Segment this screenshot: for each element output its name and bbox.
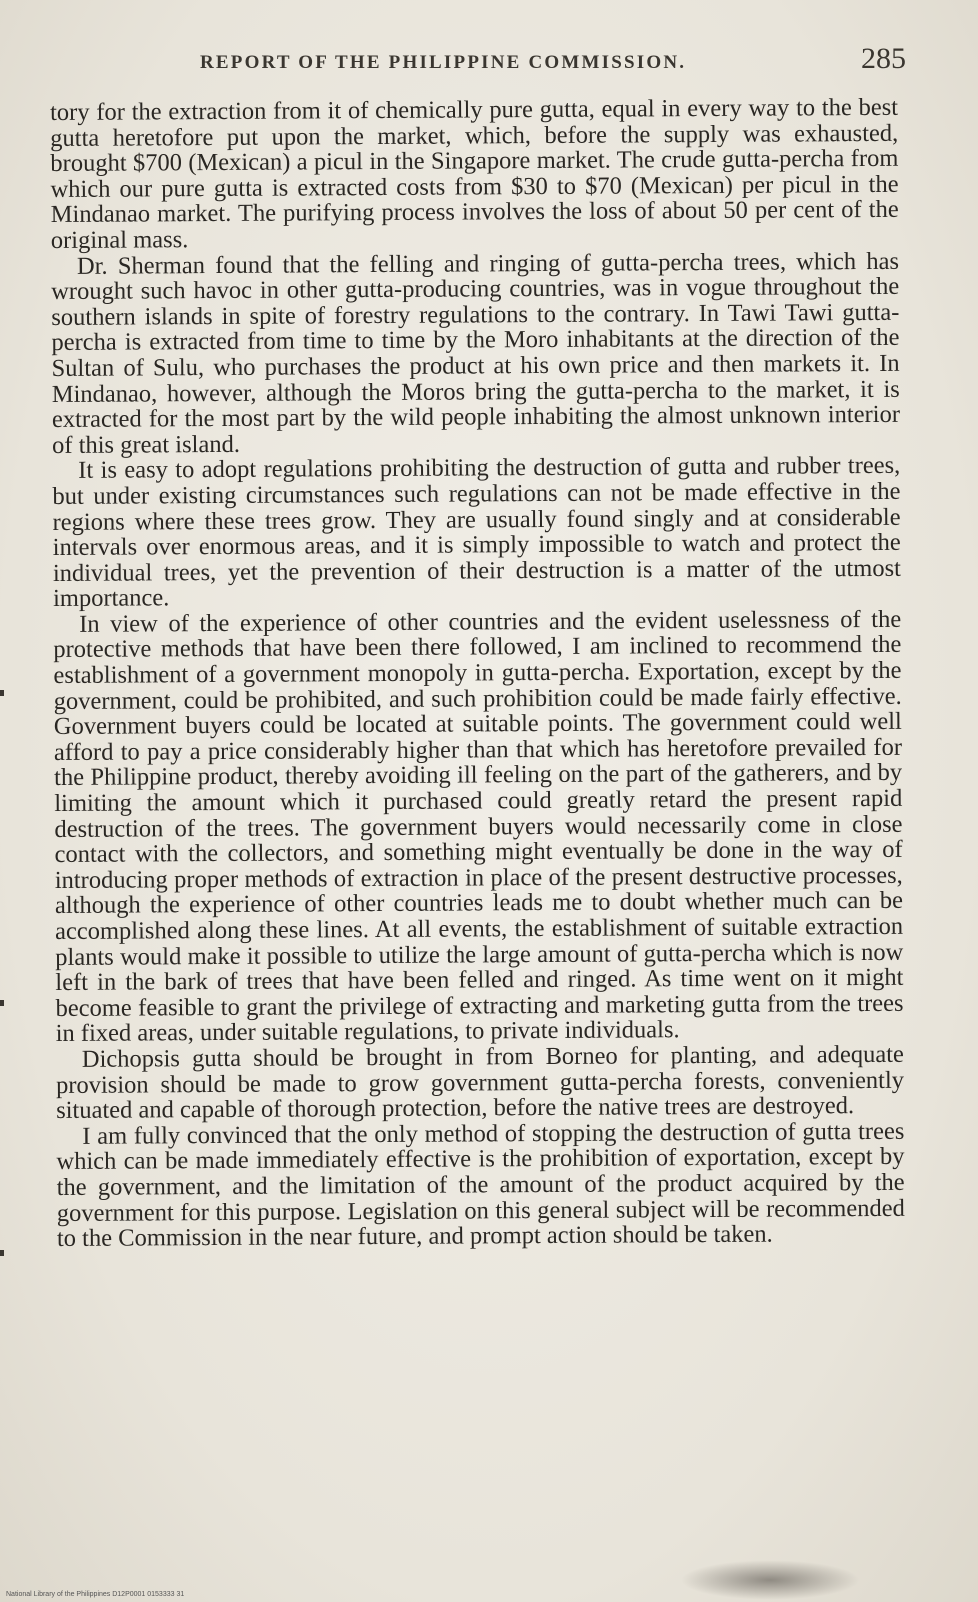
scan-smudge <box>680 1560 860 1600</box>
running-header <box>60 40 906 80</box>
page-number: 285 <box>861 42 906 75</box>
margin-mark <box>0 1000 4 1006</box>
paragraph-1: tory for the extraction from it of chemically pure gutta, equal in every way to the best gutta heretofore put upon the market, which, before the supply was exhausted, brought $700 (Mexican) a picul in the Singapore market. The crude gutta-percha from which our pure gutta is extracted costs from $30 to $70 (Mexican) per picul in the Mindanao market. The purifying process involves the loss of about 50 per cent of the original mass. <box>49 93 899 254</box>
paragraph-5: Dichopsis gutta should be brought in from Borneo for planting, and adequate provision should be made to grow government gutta-percha forests, conveniently situated and capable of thorough protection, before the native trees are destroyed. <box>55 1040 905 1125</box>
scan-credit: National Library of the Philippines D12P0001 0153333 31 <box>6 1591 185 1598</box>
margin-mark <box>0 1250 4 1256</box>
paragraph-2: Dr. Sherman found that the felling and ringing of gutta-percha trees, which has wrought such havoc in other gutta-producing countries, was in vogue throughout the southern islands in spite of forestry regulations to the contrary. In Tawi Tawi gutta-percha is extracted from time to time by the Moro inhabitants at the direction of the Sultan of Sulu, who purchases the product at his own price and then markets it. In Mindanao, however, although the Moros bring the gutta-percha to the market, it is extracted for the most part by the wild people inhabiting the almost unknown interior of this great island. <box>51 247 901 459</box>
paragraph-3: It is easy to adopt regulations prohibiting the destruction of gutta and rubber trees, but under existing circumstances such regulations can not be made effective in the regions where these trees grow. They are usually found singly and at considerable intervals over enormous areas, and it is simply impossible to watch and protect the individual trees, yet the prevention of their destruction is a matter of the utmost importance. <box>52 452 901 613</box>
margin-mark <box>0 690 4 696</box>
paragraph-6: I am fully convinced that the only method of stopping the destruction of gutta trees which can be made immediately effective is the prohibition of exportation, except by the government, and the limitation of the amount of the product acquired by the government for this purpose. Legislation on this general subject will be recommended to the Commission in the near future, and prompt action should be taken. <box>56 1117 905 1253</box>
running-title: REPORT OF THE PHILIPPINE COMMISSION. <box>200 52 687 73</box>
body-text <box>50 95 905 1252</box>
paragraph-4: In view of the experience of other countries and the evident uselessness of the protective methods that have been there followed, I am inclined to recommend the establishment of a government monopoly in gutta-percha. Exportation, except by the government, could be prohibited, and such prohibition could be made fairly effective. Government buyers could be located at suitable points. The government could well afford to pay a price considerably higher than that which has heretofore prevailed for the Philippine product, thereby avoiding ill feeling on the part of the gatherers, and by limiting the amount which it purchased could greatly retard the present rapid destruction of the trees. The government buyers would necessarily come in close contact with the collectors, and something might eventually be done in the way of introducing proper methods of extraction in place of the present destructive processes, although the experience of other countries leads me to doubt whether much can be accomplished along these lines. At all events, the establishment of suitable extraction plants would make it possible to utilize the large amount of gutta-percha which is now left in the bark of trees that have been felled and ringed. As time went on it might become feasible to grant the privilege of extracting and marketing gutta from the trees in fixed areas, under suitable regulations, to private individuals. <box>53 605 904 1048</box>
